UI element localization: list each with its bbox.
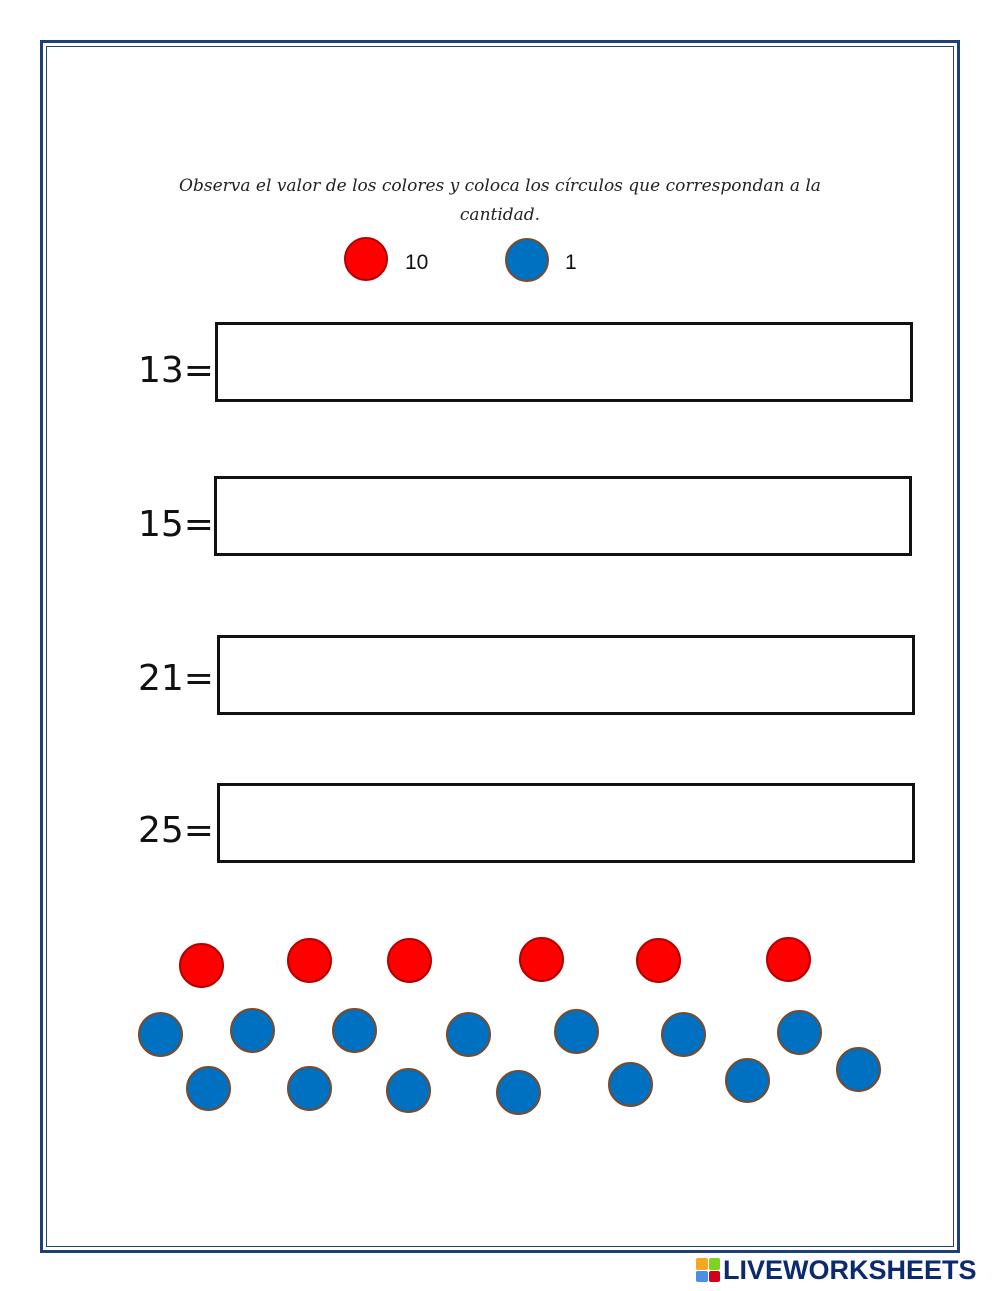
blue-counter[interactable]	[287, 1066, 332, 1111]
blue-counter[interactable]	[446, 1012, 491, 1057]
exercise-label-13: 13=	[138, 350, 214, 391]
answer-box-13[interactable]	[215, 322, 913, 402]
blue-counter[interactable]	[608, 1062, 653, 1107]
blue-counter[interactable]	[661, 1012, 706, 1057]
blue-counter[interactable]	[332, 1008, 377, 1053]
legend-red-value: 10	[405, 251, 429, 274]
liveworksheets-logo-icon	[696, 1258, 720, 1282]
legend-blue-circle	[505, 238, 549, 282]
liveworksheets-watermark	[696, 1254, 977, 1286]
red-counter[interactable]	[519, 937, 564, 982]
answer-box-21[interactable]	[217, 635, 915, 715]
exercise-label-25: 25=	[138, 810, 214, 851]
blue-counter[interactable]	[386, 1068, 431, 1113]
answer-box-15[interactable]	[214, 476, 912, 556]
legend-red-circle	[344, 237, 388, 281]
watermark-text: LIVEWORKSHEETS	[723, 1254, 977, 1285]
blue-counter[interactable]	[138, 1012, 183, 1057]
legend-blue-value: 1	[565, 251, 577, 274]
red-counter[interactable]	[287, 938, 332, 983]
instructions-text: Observa el valor de los colores y coloca los círculos que correspondan a la cantidad.	[179, 176, 821, 225]
blue-counter[interactable]	[777, 1010, 822, 1055]
red-counter[interactable]	[766, 937, 811, 982]
blue-counter[interactable]	[725, 1058, 770, 1103]
blue-counter[interactable]	[186, 1066, 231, 1111]
red-counter[interactable]	[179, 943, 224, 988]
blue-counter[interactable]	[496, 1070, 541, 1115]
exercise-label-15: 15=	[138, 504, 214, 545]
exercise-label-21: 21=	[138, 658, 214, 699]
blue-counter[interactable]	[230, 1008, 275, 1053]
blue-counter[interactable]	[836, 1047, 881, 1092]
red-counter[interactable]	[636, 938, 681, 983]
answer-box-25[interactable]	[217, 783, 915, 863]
red-counter[interactable]	[387, 938, 432, 983]
blue-counter[interactable]	[554, 1009, 599, 1054]
